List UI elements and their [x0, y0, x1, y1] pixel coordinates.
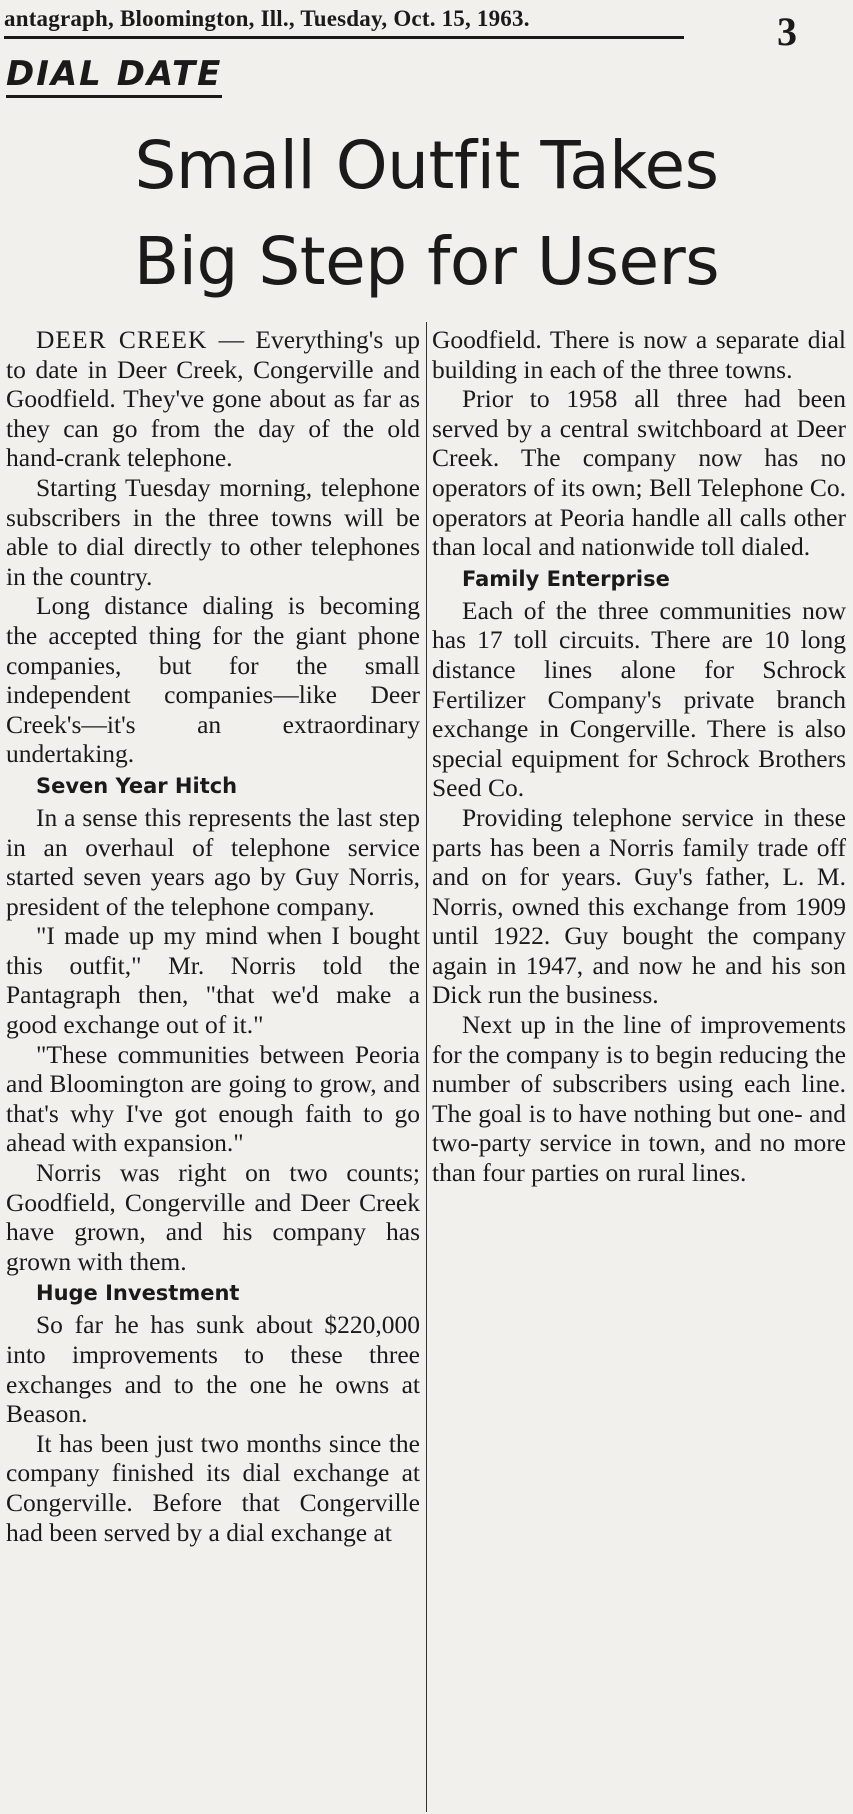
paragraph: "I made up my mind when I bought this outfit," Mr. Norris told the Pantagraph then, "that we'd make a good exchange out of it." — [6, 921, 420, 1040]
paragraph: So far he has sunk about $220,000 into improvements to these three exchanges and to the one he owns at Beason. — [6, 1310, 420, 1429]
masthead: antagraph, Bloomington, Ill., Tuesday, Oct. 15, 1963. — [4, 6, 684, 39]
paragraph: Next up in the line of improvements for the company is to begin reducing the number of subscribers using each line. The goal is to have nothing but one- and two-party service in town, and no more than four parties on rural lines. — [432, 1010, 846, 1188]
kicker-label: DIAL DATE — [6, 56, 222, 98]
left-column — [6, 325, 420, 1547]
subheading: Seven Year Hitch — [36, 773, 238, 798]
paragraph: Norris was right on two counts; Goodfield, Congerville and Deer Creek have grown, and his company has grown with them. — [6, 1158, 420, 1276]
page-number: 3 — [777, 9, 797, 54]
subheading: Huge Investment — [36, 1281, 240, 1306]
paragraph: Starting Tuesday morning, telephone subscribers in the three towns will be able to dial directly to other telephones in the country. — [6, 472, 420, 591]
paragraph — [6, 325, 420, 473]
column-divider — [426, 322, 427, 1812]
paragraph: Goodfield. There is now a separate dial building in each of the three towns. — [432, 325, 846, 384]
paragraph: It has been just two months since the company finished its dial exchange at Congerville. Before that Congerville had been served by a dial exchange at — [6, 1428, 420, 1547]
headline-line-2: Big Step for Users — [133, 223, 720, 300]
subheading: Family Enterprise — [462, 566, 670, 591]
right-column — [432, 325, 846, 1188]
paragraph: Each of the three communities now has 17 toll circuits. There are 10 long distance lines alone for Schrock Fertilizer Company's private branch exchange in Congerville. There is also special equipment for Schrock Brothers Seed Co. — [432, 595, 846, 803]
paragraph: Prior to 1958 all three had been served by a central switchboard at Deer Creek. The company now has no operators of its own; Bell Telephone Co. operators at Peoria handle all calls other than local and nationwide toll dialed. — [432, 384, 846, 562]
dateline: DEER CREEK — [36, 325, 208, 354]
headline-line-1: Small Outfit Takes — [134, 127, 719, 204]
paragraph: In a sense this represents the last step in an overhaul of telephone service started seven years ago by Guy Norris, president of the telephone company. — [6, 802, 420, 921]
paragraph-text: — Everything's up to date in Deer Creek, Congerville and Goodfield. They've gone about as far as they can go from the day of the old hand-crank telephone. — [6, 325, 420, 473]
headline — [0, 118, 853, 310]
paragraph: "These communities between Peoria and Bloomington are going to grow, and that's why I've got enough faith to go ahead with expansion." — [6, 1039, 420, 1158]
paragraph: Providing telephone service in these parts has been a Norris family trade off and on for years. Guy's father, L. M. Norris, owned this exchange from 1909 until 1922. Guy bought the company again in 1947, and now he and his son Dick run the business. — [432, 802, 846, 1010]
paragraph: Long distance dialing is becoming the accepted thing for the giant phone companies, but for the small independent companies—like Deer Creek's—it's an extraordinary undertaking. — [6, 591, 420, 769]
